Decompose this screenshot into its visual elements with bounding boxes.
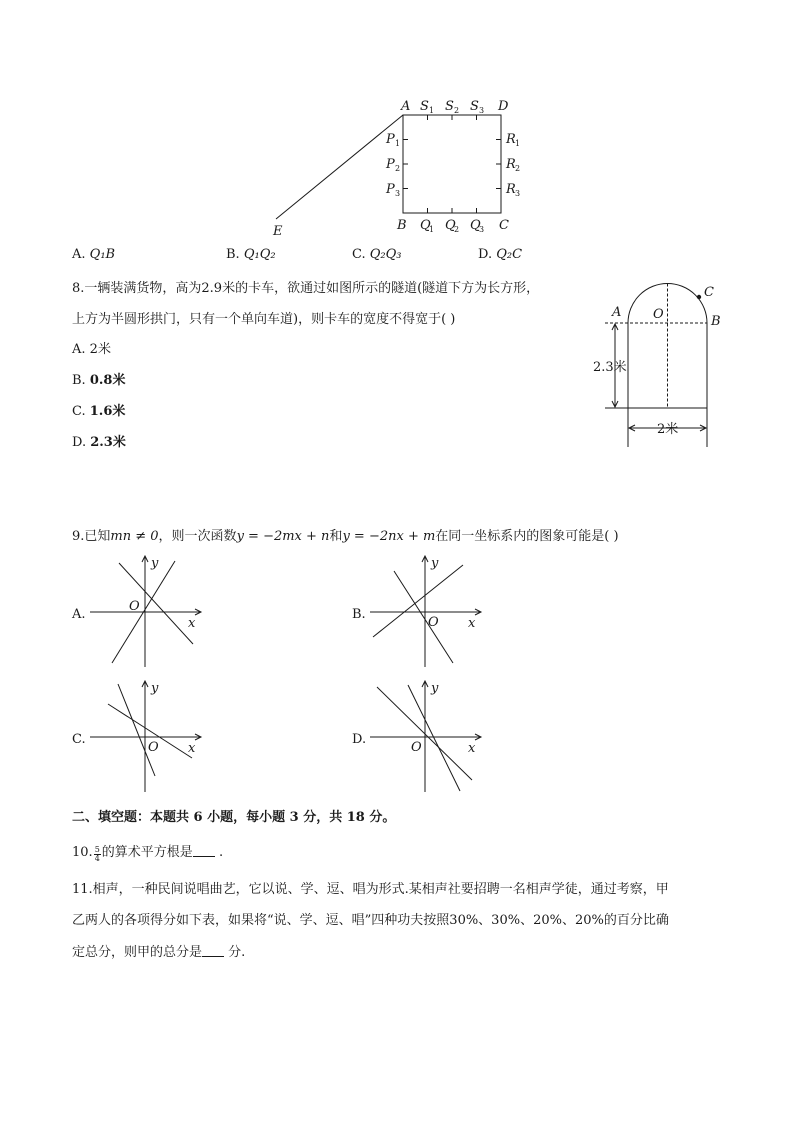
svg-text:O: O — [129, 599, 140, 614]
q9-graph-c — [88, 680, 213, 795]
q9-graph-d — [368, 680, 493, 795]
q8-tunnel-figure — [585, 275, 730, 455]
svg-text:2: 2 — [395, 164, 401, 173]
q8-option-b: B. 0.8米 — [72, 373, 126, 388]
label-d: D — [498, 99, 509, 114]
label-e: E — [273, 224, 283, 239]
q8-label-o: O — [653, 307, 664, 322]
q8-stem-line1: 8.一辆装满货物，高为2.9米的卡车，欲通过如图所示的隧道(隧道下方为长方形， — [72, 281, 540, 296]
svg-text:1: 1 — [429, 106, 435, 115]
q8-option-a: A. 2米 — [72, 342, 111, 357]
q7-line-ae — [276, 115, 403, 219]
svg-text:1: 1 — [429, 225, 435, 234]
q11-line3: 定总分，则甲的总分是 分. — [72, 945, 246, 960]
section-2-heading: 二、填空题：本题共 6 小题，每小题 3 分，共 18 分。 — [72, 810, 396, 825]
q9-option-c-letter: C. — [72, 732, 86, 747]
q7-option-a: A. Q₁B — [72, 247, 116, 262]
q7-figure — [265, 95, 535, 240]
label-p1: P — [386, 132, 395, 147]
label-a: A — [401, 99, 411, 114]
svg-text:O: O — [411, 740, 422, 755]
label-q3: Q — [470, 218, 481, 233]
q11-line1: 11.相声，一种民间说唱曲艺，它以说、学、逗、唱为形式.某相声社要招聘一名相声学徒，通过考察，甲 — [72, 882, 669, 897]
svg-text:1: 1 — [395, 139, 401, 148]
q8-label-a: A — [612, 305, 622, 320]
label-c: C — [499, 218, 509, 233]
q8-label-c: C — [704, 285, 714, 300]
q9-graph-a — [88, 555, 213, 670]
q8-stem-line2: 上方为半圆形拱门，只有一个单向车道)，则卡车的宽度不得宽于( ) — [72, 312, 456, 327]
svg-text:O: O — [148, 740, 159, 755]
q10-stem: 10. $\frac{5}{4}$ 的算术平方根是 . — [72, 845, 224, 863]
q9-option-a-letter: A. — [72, 607, 86, 622]
q9-graph-b — [368, 555, 493, 670]
svg-text:y: y — [431, 681, 439, 696]
label-b: B — [397, 218, 407, 233]
label-s2: S — [445, 99, 454, 114]
q11-answer-blank — [202, 944, 224, 957]
label-r1: R — [506, 132, 516, 147]
svg-text:3: 3 — [479, 106, 485, 115]
q7-square — [403, 115, 501, 213]
svg-text:y: y — [151, 556, 159, 571]
q8-option-c: C. 1.6米 — [72, 404, 126, 419]
q8-label-height: 2.3米 — [593, 360, 627, 375]
svg-text:x: x — [468, 741, 476, 756]
svg-text:1: 1 — [515, 139, 521, 148]
label-r3: R — [506, 182, 516, 197]
label-s1: S — [420, 99, 429, 114]
q7-option-d: D. Q₂C — [478, 247, 523, 262]
q10-fraction: $\frac{5}{4}$ — [94, 845, 100, 863]
q7-option-c: C. Q₂Q₃ — [352, 247, 402, 262]
svg-text:x: x — [188, 616, 196, 631]
label-p3: P — [386, 182, 395, 197]
svg-text:3: 3 — [515, 189, 521, 198]
q8-option-d: D. 2.3米 — [72, 435, 126, 450]
q9-option-d-letter: D. — [352, 732, 367, 747]
q7-option-b: B. Q₁Q₂ — [226, 247, 276, 262]
svg-text:x: x — [468, 616, 476, 631]
svg-text:O: O — [428, 615, 439, 630]
label-s3: S — [470, 99, 479, 114]
svg-text:3: 3 — [395, 189, 401, 198]
q9-option-b-letter: B. — [352, 607, 366, 622]
q8-label-b: B — [711, 314, 721, 329]
label-q1: Q — [420, 218, 431, 233]
svg-text:2: 2 — [454, 225, 460, 234]
svg-text:y: y — [431, 556, 439, 571]
q8-label-width: 2米 — [657, 422, 679, 437]
label-p2: P — [386, 157, 395, 172]
label-q2: Q — [445, 218, 456, 233]
svg-text:x: x — [188, 741, 196, 756]
svg-text:2: 2 — [515, 164, 521, 173]
q9-stem: 9.已知mn ≠ 0，则一次函数y = −2mx + n和y = −2nx + m在同一坐标系内的图象可能是( ) — [72, 529, 619, 544]
q10-answer-blank — [193, 844, 215, 857]
label-r2: R — [506, 157, 516, 172]
svg-text:2: 2 — [454, 106, 460, 115]
q11-line2: 乙两人的各项得分如下表，如果将“说、学、逗、唱”四种功夫按照30%、30%、20%、20%的百分比确 — [72, 913, 669, 928]
svg-text:3: 3 — [479, 225, 485, 234]
svg-text:y: y — [151, 681, 159, 696]
